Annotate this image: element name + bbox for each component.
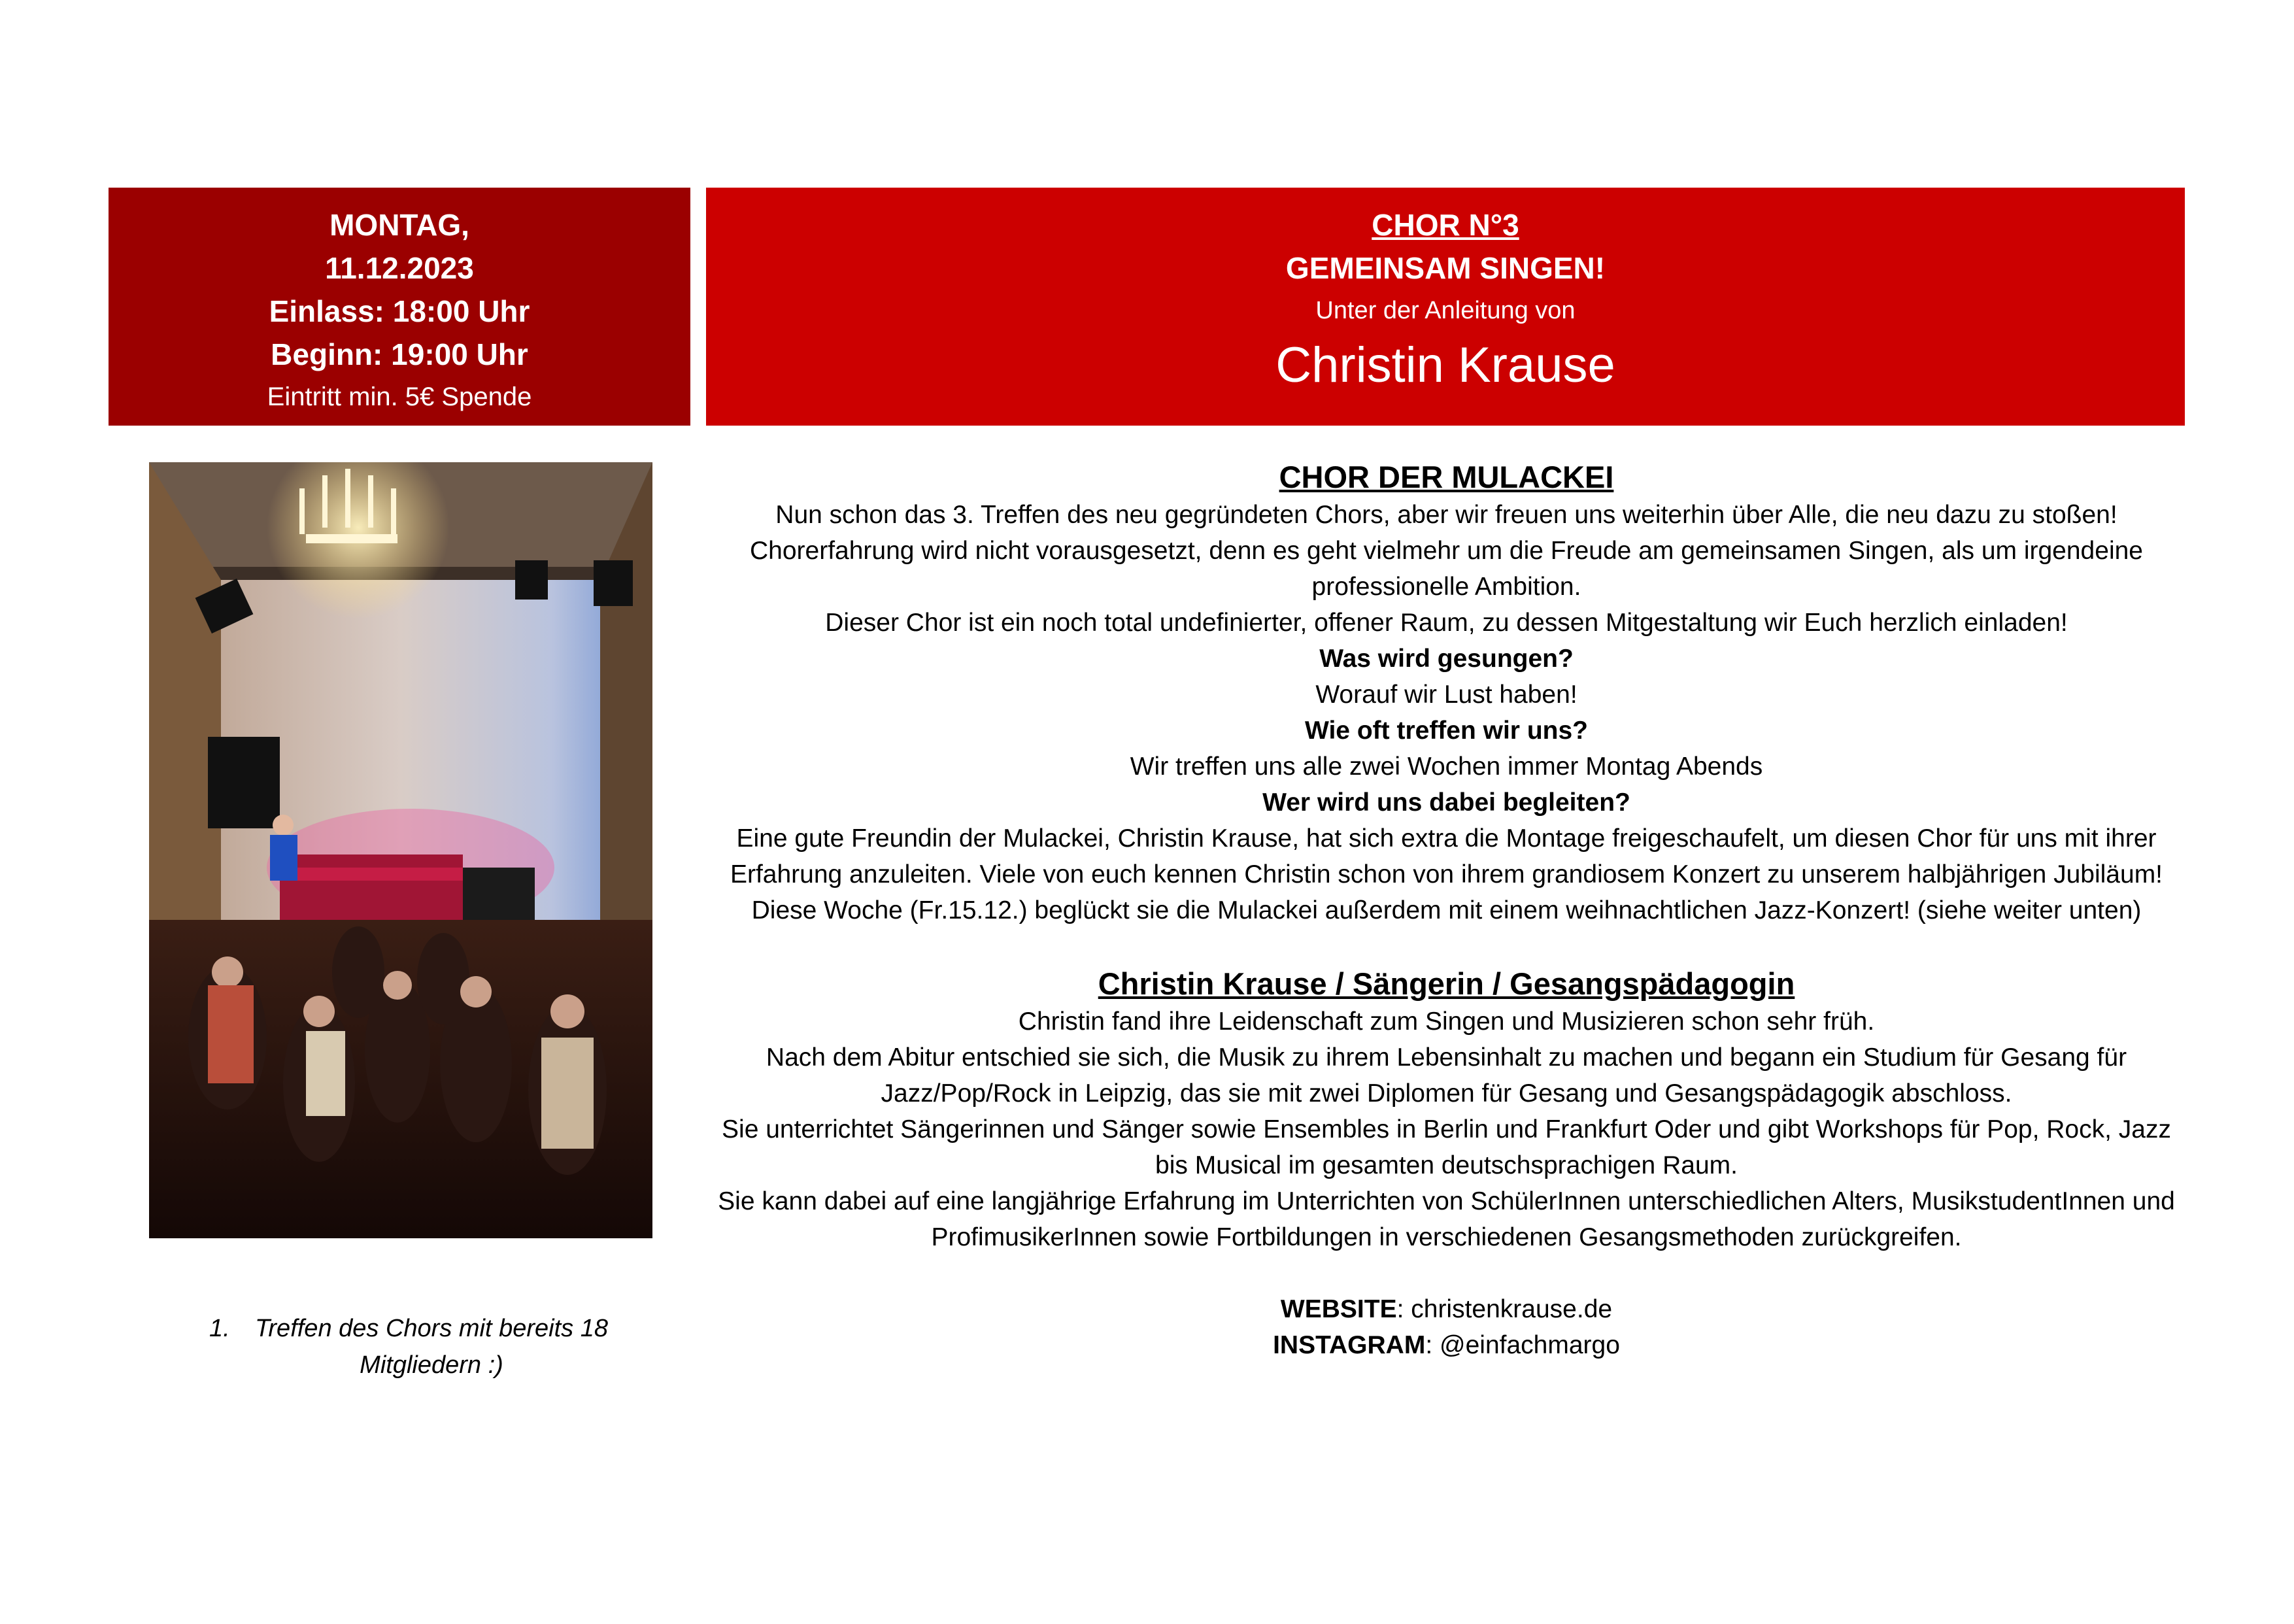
event-date: 11.12.2023	[325, 251, 474, 285]
leader-name: Christin Krause	[1275, 337, 1615, 393]
choir-photo	[149, 462, 652, 1238]
photo-caption	[196, 1310, 667, 1383]
website-label: WEBSITE	[1280, 1295, 1397, 1323]
website-value: : christenkrause.de	[1396, 1295, 1613, 1323]
caption-number: 1.	[209, 1315, 230, 1342]
admission-note: Eintritt min. 5€ Spende	[267, 382, 532, 411]
event-date-box	[109, 188, 690, 426]
chor-number: CHOR N°3	[1372, 208, 1519, 242]
answer: Worauf wir Lust haben!	[1315, 681, 1577, 709]
event-title-box	[706, 188, 2185, 426]
main-content	[713, 458, 2180, 1363]
question: Was wird gesungen?	[1319, 645, 1574, 673]
spacer	[713, 928, 2180, 964]
paragraph: Nach dem Abitur entschied sie sich, die Musik zu ihrem Lebensinhalt zu machen und begann ein Studium für Gesang für Jazz/Pop/Rock in Leipzig, das sie mit zwei Diplomen für Gesang und Gesangspädagogik abschloss.	[766, 1043, 2127, 1108]
weekday: MONTAG,	[329, 208, 469, 242]
paragraph: Nun schon das 3. Treffen des neu gegründeten Chors, aber wir freuen uns weiterhin über Alle, die neu dazu zu stoßen!	[775, 501, 2117, 529]
question: Wer wird uns dabei begleiten?	[1262, 788, 1630, 817]
tagline: GEMEINSAM SINGEN!	[1285, 251, 1606, 285]
website-line	[713, 1291, 2180, 1327]
paragraph: Dieser Chor ist ein noch total undefinierter, offener Raum, zu dessen Mitgestaltung wir Euch herzlich einladen!	[825, 609, 2068, 637]
answer: Eine gute Freundin der Mulackei, Christin Krause, hat sich extra die Montage freigeschaufelt, um diesen Chor für uns mit ihrer Erfahrung anzuleiten. Viele von euch kennen Christin schon von ihrem grandiosem Konzert zu unserem halbjährigen Jubiläum!	[730, 824, 2163, 888]
subtitle: Unter der Anleitung von	[1315, 297, 1576, 324]
question: Wie oft treffen wir uns?	[1305, 717, 1588, 745]
einlass-time: Einlass: 18:00 Uhr	[269, 294, 530, 328]
spacer	[713, 1255, 2180, 1291]
section-heading-bio: Christin Krause / Sängerin / Gesangspädagogin	[1098, 966, 1795, 1001]
instagram-line	[713, 1327, 2180, 1363]
paragraph: Sie kann dabei auf eine langjährige Erfahrung im Unterrichten von SchülerInnen unterschiedlichen Alters, MusikstudentInnen und ProfimusikerInnen sowie Fortbildungen in verschiedenen Gesangsmethoden zurückgreifen.	[718, 1187, 2175, 1251]
caption-text: Treffen des Chors mit bereits 18 Mitgliedern :)	[255, 1315, 608, 1379]
paragraph: Christin fand ihre Leidenschaft zum Singen und Musizieren schon sehr früh.	[1018, 1007, 1875, 1036]
paragraph: Sie unterrichtet Sängerinnen und Sänger sowie Ensembles in Berlin und Frankfurt Oder und gibt Workshops für Pop, Rock, Jazz bis Musical im gesamten deutschsprachigen Raum.	[722, 1115, 2171, 1179]
instagram-label: INSTAGRAM	[1273, 1331, 1426, 1359]
paragraph: Chorerfahrung wird nicht vorausgesetzt, denn es geht vielmehr um die Freude am gemeinsamen Singen, als um irgendeine professionelle Ambition.	[750, 537, 2143, 601]
answer: Wir treffen uns alle zwei Wochen immer Montag Abends	[1130, 753, 1763, 781]
section-heading-chor: CHOR DER MULACKEI	[1279, 460, 1614, 494]
instagram-value: : @einfachmargo	[1425, 1331, 1620, 1359]
beginn-time: Beginn: 19:00 Uhr	[271, 337, 528, 371]
paragraph: Diese Woche (Fr.15.12.) beglückt sie die Mulackei außerdem mit einem weihnachtlichen Jazz-Konzert! (siehe weiter unten)	[751, 896, 2142, 924]
